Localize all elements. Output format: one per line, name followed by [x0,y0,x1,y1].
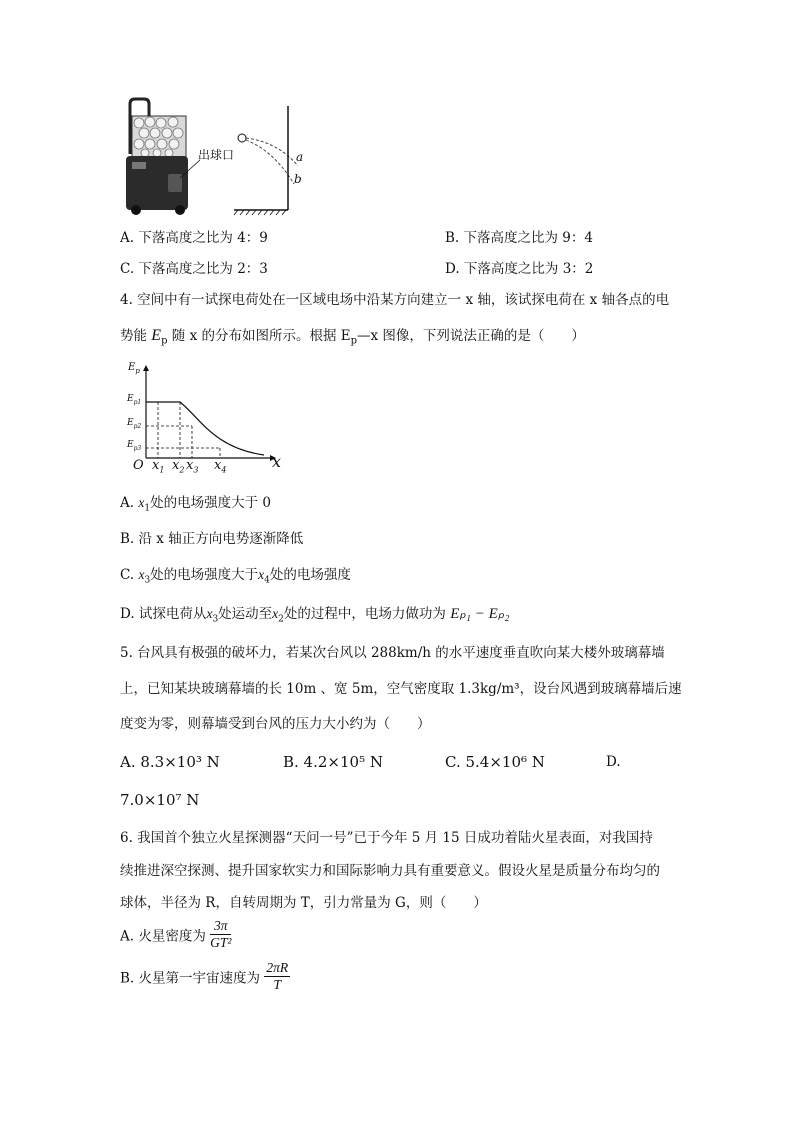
q4-option-c: C. $x_3$处的电场强度大于$x_4$处的电场强度 [120,567,351,586]
q6-stem-line1: 6. 我国首个独立火星探测器“天问一号”已于今年 5 月 15 日成功着陆火星表面，对我国持 [120,830,653,846]
q5-option-d: D. [606,754,621,770]
q6-stem-line2: 续推进深空探测、提升国家软实力和国际影响力具有重要意义。假设火星是质量分布均匀的 [120,863,660,879]
graph-x-tick-x1: $x_1$ [152,458,165,475]
graph-y-tick-ep1: $E_{p1}$ [127,394,142,406]
q4-stem-line1: 4. 空间中有一试探电荷处在一区域电场中沿某方向建立一 x 轴，该试探电荷在 x 轴各点的电 [120,292,670,308]
q5-option-b: B. 4.2×10⁵ N [283,753,383,771]
graph-x-tick-x3: $x_3$ [186,458,199,475]
q5-stem-line3: 度变为零，则幕墙受到台风的压力大小约为（ ） [120,716,431,732]
graph-x-tick-x2: $x_2$ [172,458,185,475]
graph-x-tick-x4: $x_4$ [214,458,227,475]
q4-option-d: D. 试探电荷从$x_3$处运动至$x_2$处的过程中，电场力做功为 Eₚ₁ − Eₚ₂ [120,606,510,625]
graph-origin-label: O [133,458,144,473]
q5-option-d-value: 7.0×10⁷ N [120,791,200,809]
trajectory-b-label: b [294,172,302,186]
trajectory-a-label: a [296,150,304,164]
graph-y-axis-label: $E_p$ [128,362,140,375]
q3-option-d: D. 下落高度之比为 3：2 [445,261,594,277]
q5-option-c: C. 5.4×10⁶ N [445,753,545,771]
q5-stem-line1: 5. 台风具有极强的破坏力，若某次台风以 288km/h 的水平速度垂直吹向某大楼外玻璃幕墙 [120,645,665,661]
q5-stem-line2: 上，已知某块玻璃幕墙的长 10m 、宽 5m，空气密度取 1.3kg/m³，设台风遇到玻璃幕墙后速 [120,681,682,697]
outlet-label: 出球口 [198,148,235,162]
ball-machine-figure [118,96,304,222]
q3-option-a: A. 下落高度之比为 4：9 [120,230,268,246]
q6-stem-line3: 球体，半径为 R，自转周期为 T，引力常量为 G，则（ ） [120,895,487,911]
q6-option-b: B. 火星第一宇宙速度为 $\frac{2\pi R}{T}$ [120,960,289,992]
graph-y-tick-ep3: $E_{p3}$ [127,440,142,452]
q4-stem-line2: 势能 $E_p$ 随 x 的分布如图所示。根据 $E_p—x$ 图像，下列说法正确的是（ ） [120,327,585,347]
q3-option-c: C. 下落高度之比为 2：3 [120,261,268,277]
ep-x-graph [124,362,284,474]
q3-option-b: B. 下落高度之比为 9：4 [445,230,593,246]
graph-x-axis-label: x [272,452,282,471]
velocity-fraction: $\frac{2\pi R}{T}$ [266,960,289,992]
q4-option-a: A. $x_1$处的电场强度大于 0 [120,495,271,514]
q4-option-b: B. 沿 x 轴正方向电势逐渐降低 [120,531,304,547]
graph-y-tick-ep2: $E_{p2}$ [127,418,142,430]
q5-option-a: A. 8.3×10³ N [120,753,220,771]
work-expression: Eₚ₁ − Eₚ₂ [450,606,510,622]
q6-option-a: A. 火星密度为 $\frac{3\pi}{\text{GT²}}$ [120,918,232,950]
density-fraction: $\frac{3\pi}{\text{GT²}}$ [210,918,232,950]
